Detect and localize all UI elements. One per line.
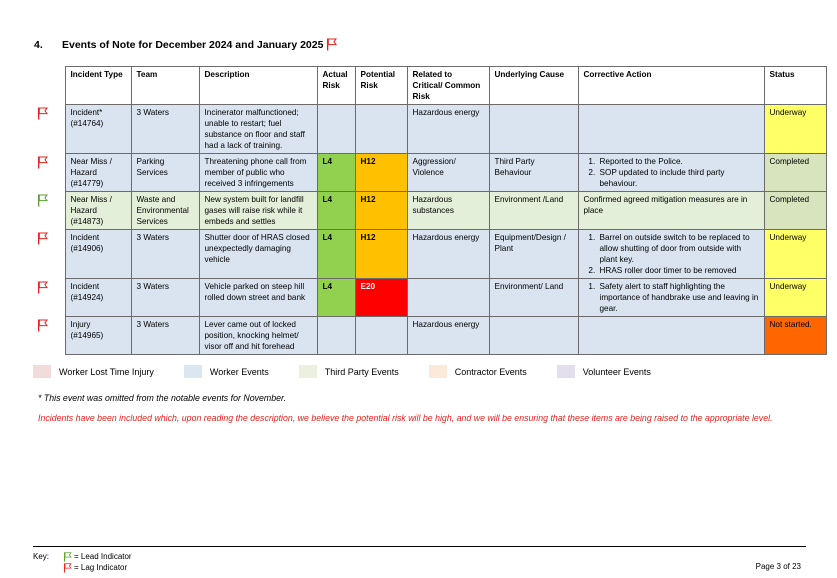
legend-label: Contractor Events [454,366,527,377]
legend-label: Third Party Events [324,366,399,377]
events-table [33,66,827,355]
actual-risk-cell: L4 [317,154,355,192]
section-heading [34,38,337,51]
event-type-legend [33,365,681,378]
lag-indicator-flag-icon [63,563,72,573]
table-row [33,279,826,317]
table-row [33,230,826,279]
actual-risk-cell: L4 [317,279,355,317]
incident-type-cell: Incident (#14924) [65,279,131,317]
underlying-cause-cell: Environment /Land [489,192,578,230]
row-flag [33,230,65,279]
section-number: 4. [34,38,43,51]
incident-type-cell: Incident* (#14764) [65,105,131,154]
row-flag [33,192,65,230]
actual-risk-cell [317,105,355,154]
related-risk-cell [407,279,489,317]
header-team: Team [131,67,199,105]
row-flag [33,279,65,317]
footer-divider [33,546,806,547]
description-cell: Incinerator malfunctioned; unable to restart; fuel substance on floor and staff had a lack of training. [199,105,317,154]
underlying-cause-cell: Equipment/Design / Plant [489,230,578,279]
lag-indicator-flag-icon [37,107,48,120]
corrective-action-cell [578,192,764,230]
description-cell: Shutter door of HRAS closed unexpectedly damaging vehicle [199,230,317,279]
incident-type-cell: Near Miss / Hazard (#14873) [65,192,131,230]
table-header-row [33,67,826,105]
status-cell: Not started. [764,317,826,355]
status-cell: Completed [764,192,826,230]
header-flag-column [33,67,65,105]
header-underlying-cause: Underlying Cause [489,67,578,105]
potential-risk-disclaimer: Incidents have been included which, upon reading the description, we believe the potential risk will be high, and we will be ensuring that these items are being raised to the appropriate level. [38,413,773,423]
incident-type-cell: Near Miss / Hazard (#14779) [65,154,131,192]
section-title: Events of Note for December 2024 and January 2025 [62,38,324,51]
incident-type-cell: Injury (#14965) [65,317,131,355]
related-risk-cell: Hazardous energy [407,317,489,355]
corrective-action-cell [578,154,764,192]
description-cell: New system built for landfill gases will raise risk while it embeds and settles [199,192,317,230]
corrective-action-item: 2. SOP updated to include third party behaviour. [598,167,759,189]
legend-item [184,365,269,378]
underlying-cause-cell [489,105,578,154]
key-label: Key: [33,552,50,561]
omitted-event-note: * This event was omitted from the notable events for November. [38,393,287,403]
corrective-action-item: 1. Reported to the Police. [598,156,759,167]
corrective-action-item: 2. HRAS roller door timer to be removed [598,265,759,276]
corrective-action-list [584,281,759,314]
table-row [33,154,826,192]
legend-swatch [299,365,317,378]
corrective-action-cell [578,105,764,154]
lag-indicator-flag-icon [37,232,48,245]
team-cell: 3 Waters [131,230,199,279]
legend-swatch [184,365,202,378]
status-cell: Underway [764,230,826,279]
table-row [33,105,826,154]
lag-indicator-label: = Lag Indicator [74,563,128,572]
actual-risk-cell [317,317,355,355]
header-potential-risk: Potential Risk [355,67,407,105]
related-risk-cell: Hazardous substances [407,192,489,230]
lag-indicator-flag-icon [37,319,48,332]
status-cell: Completed [764,154,826,192]
indicator-key [33,551,132,573]
table-row [33,317,826,355]
related-risk-cell: Aggression/ Violence [407,154,489,192]
legend-swatch [429,365,447,378]
lead-indicator-flag-icon [63,552,72,562]
lead-indicator-label: = Lead Indicator [74,552,132,561]
legend-label: Volunteer Events [582,366,651,377]
team-cell: 3 Waters [131,317,199,355]
actual-risk-cell: L4 [317,230,355,279]
row-flag [33,105,65,154]
corrective-action-list [584,232,759,276]
row-flag [33,154,65,192]
corrective-action-list [584,156,759,189]
lead-indicator-flag-icon [37,194,48,207]
lag-indicator-flag-icon [37,281,48,294]
legend-item [557,365,651,378]
potential-risk-cell [355,317,407,355]
lag-indicator-flag-icon [37,156,48,169]
related-risk-cell: Hazardous energy [407,230,489,279]
corrective-action-item: 1. Barrel on outside switch to be replaced to allow shutting of door from outside with plant key. [598,232,759,265]
lag-indicator-flag-icon [326,38,337,51]
header-corrective-action: Corrective Action [578,67,764,105]
header-incident-type: Incident Type [65,67,131,105]
legend-item [429,365,527,378]
team-cell: 3 Waters [131,105,199,154]
status-cell: Underway [764,279,826,317]
incident-type-cell: Incident (#14906) [65,230,131,279]
underlying-cause-cell: Environment/ Land [489,279,578,317]
legend-item [33,365,154,378]
team-cell: Waste and Environmental Services [131,192,199,230]
description-cell: Threatening phone call from member of public who received 3 infringements [199,154,317,192]
row-flag [33,317,65,355]
status-cell: Underway [764,105,826,154]
corrective-action-item: 1. Safety alert to staff highlighting the importance of handbrake use and leaving in gear. [598,281,759,314]
table-row [33,192,826,230]
team-cell: 3 Waters [131,279,199,317]
legend-label: Worker Events [209,366,269,377]
potential-risk-cell: H12 [355,230,407,279]
actual-risk-cell: L4 [317,192,355,230]
corrective-action-text: Confirmed agreed mitigation measures are in place [583,195,748,215]
related-risk-cell: Hazardous energy [407,105,489,154]
potential-risk-cell: H12 [355,192,407,230]
potential-risk-cell: E20 [355,279,407,317]
underlying-cause-cell [489,317,578,355]
potential-risk-cell: H12 [355,154,407,192]
legend-item [299,365,399,378]
header-description: Description [199,67,317,105]
header-status: Status [764,67,826,105]
corrective-action-cell [578,230,764,279]
potential-risk-cell [355,105,407,154]
description-cell: Lever came out of locked position, knocking helmet/ visor off and hit forehead [199,317,317,355]
legend-label: Worker Lost Time Injury [59,366,154,377]
legend-swatch [557,365,575,378]
page-number: Page 3 of 23 [755,562,801,571]
legend-swatch [33,365,51,378]
description-cell: Vehicle parked on steep hill rolled down street and bank [199,279,317,317]
team-cell: Parking Services [131,154,199,192]
corrective-action-cell [578,317,764,355]
corrective-action-cell [578,279,764,317]
underlying-cause-cell: Third Party Behaviour [489,154,578,192]
header-related-risk: Related to Critical/ Common Risk [407,67,489,105]
header-actual-risk: Actual Risk [317,67,355,105]
